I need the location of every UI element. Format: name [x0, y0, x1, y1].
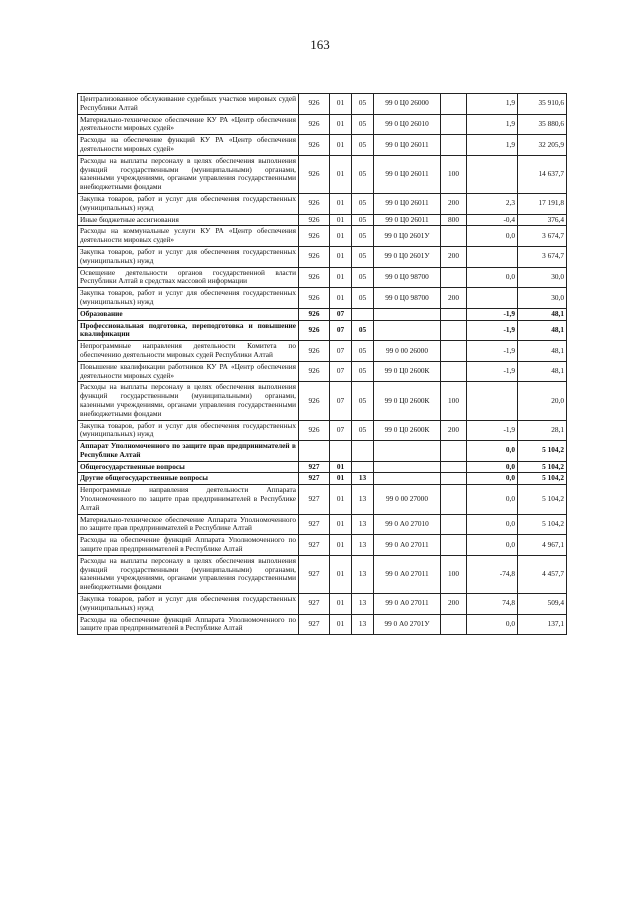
section-code-cell: 01	[330, 94, 352, 115]
change-amount-cell	[467, 155, 518, 193]
row-name-cell: Профессиональная подготовка, переподготовка и повышение квалификации	[78, 320, 299, 341]
admin-code-cell: 926	[299, 135, 330, 156]
admin-code-cell: 926	[299, 308, 330, 320]
target-item-code-cell: 99 0 А0 27011	[374, 594, 441, 615]
table-row	[78, 461, 567, 473]
row-name-cell: Закупка товаров, работ и услуг для обеспечения государственных (муниципальных) нужд	[78, 420, 299, 441]
expense-type-code-cell: 100	[441, 155, 467, 193]
change-amount-cell: 74,8	[467, 594, 518, 615]
section-code-cell: 01	[330, 214, 352, 226]
section-code-cell: 01	[330, 193, 352, 214]
row-name-cell: Расходы на обеспечение функций Аппарата Уполномоченного по защите прав предпринимателей в Республике Алтай	[78, 614, 299, 635]
target-item-code-cell	[374, 320, 441, 341]
total-amount-cell: 17 191,8	[518, 193, 567, 214]
total-amount-cell: 35 880,6	[518, 114, 567, 135]
total-amount-cell: 5 104,2	[518, 461, 567, 473]
change-amount-cell: 0,0	[467, 226, 518, 247]
total-amount-cell: 35 910,6	[518, 94, 567, 115]
table-row	[78, 135, 567, 156]
target-item-code-cell	[374, 473, 441, 485]
total-amount-cell: 3 674,7	[518, 246, 567, 267]
expense-type-code-cell: 200	[441, 594, 467, 615]
table-row	[78, 288, 567, 309]
table-row	[78, 94, 567, 115]
subsection-code-cell: 13	[352, 514, 374, 535]
subsection-code-cell: 05	[352, 420, 374, 441]
subsection-code-cell: 13	[352, 485, 374, 514]
target-item-code-cell: 99 0 Ц0 98700	[374, 267, 441, 288]
section-code-cell: 01	[330, 135, 352, 156]
table-row	[78, 361, 567, 382]
row-name-cell: Закупка товаров, работ и услуг для обеспечения государственных (муниципальных) нужд	[78, 594, 299, 615]
subsection-code-cell: 05	[352, 382, 374, 420]
total-amount-cell: 14 637,7	[518, 155, 567, 193]
change-amount-cell: 2,3	[467, 193, 518, 214]
table-row	[78, 441, 567, 462]
budget-table	[77, 93, 567, 635]
row-name-cell: Расходы на обеспечение функций КУ РА «Центр обеспечения деятельности мировых судей»	[78, 135, 299, 156]
total-amount-cell: 5 104,2	[518, 485, 567, 514]
table-row	[78, 420, 567, 441]
expense-type-code-cell: 200	[441, 246, 467, 267]
subsection-code-cell: 05	[352, 341, 374, 362]
subsection-code-cell: 05	[352, 267, 374, 288]
section-code-cell: 01	[330, 535, 352, 556]
section-code-cell: 01	[330, 485, 352, 514]
target-item-code-cell: 99 0 Ц0 98700	[374, 288, 441, 309]
admin-code-cell: 926	[299, 320, 330, 341]
row-name-cell: Закупка товаров, работ и услуг для обеспечения государственных (муниципальных) нужд	[78, 288, 299, 309]
section-code-cell: 01	[330, 246, 352, 267]
expense-type-code-cell: 200	[441, 420, 467, 441]
subsection-code-cell	[352, 461, 374, 473]
section-code-cell: 01	[330, 594, 352, 615]
change-amount-cell: 0,0	[467, 441, 518, 462]
section-code-cell: 07	[330, 382, 352, 420]
change-amount-cell: 0,0	[467, 461, 518, 473]
subsection-code-cell: 05	[352, 135, 374, 156]
row-name-cell: Закупка товаров, работ и услуг для обеспечения государственных (муниципальных) нужд	[78, 246, 299, 267]
subsection-code-cell: 05	[352, 226, 374, 247]
change-amount-cell: -1,9	[467, 308, 518, 320]
section-code-cell	[330, 441, 352, 462]
change-amount-cell: 0,0	[467, 514, 518, 535]
row-name-cell: Образование	[78, 308, 299, 320]
change-amount-cell: -1,9	[467, 361, 518, 382]
admin-code-cell: 926	[299, 114, 330, 135]
row-name-cell: Повышение квалификации работников КУ РА «Центр обеспечения деятельности мировых судей»	[78, 361, 299, 382]
target-item-code-cell: 99 0 Ц0 2600К	[374, 382, 441, 420]
change-amount-cell: 1,9	[467, 135, 518, 156]
section-code-cell: 01	[330, 555, 352, 593]
target-item-code-cell: 99 0 Ц0 26010	[374, 114, 441, 135]
section-code-cell: 01	[330, 226, 352, 247]
row-name-cell: Общегосударственные вопросы	[78, 461, 299, 473]
change-amount-cell: 0,0	[467, 614, 518, 635]
admin-code-cell	[299, 441, 330, 462]
table-row	[78, 594, 567, 615]
total-amount-cell: 48,1	[518, 320, 567, 341]
expense-type-code-cell	[441, 94, 467, 115]
table-row	[78, 267, 567, 288]
target-item-code-cell: 99 0 Ц0 26011	[374, 135, 441, 156]
row-name-cell: Расходы на выплаты персоналу в целях обеспечения выполнения функций государственными (муниципальными) органами, казенными учреждениями, органами управления государственными внебюджетными фондами	[78, 555, 299, 593]
subsection-code-cell: 05	[352, 246, 374, 267]
total-amount-cell: 30,0	[518, 267, 567, 288]
change-amount-cell: -1,9	[467, 341, 518, 362]
total-amount-cell: 48,1	[518, 341, 567, 362]
total-amount-cell: 20,0	[518, 382, 567, 420]
expense-type-code-cell	[441, 441, 467, 462]
table-row	[78, 246, 567, 267]
admin-code-cell: 927	[299, 514, 330, 535]
row-name-cell: Расходы на обеспечение функций Аппарата Уполномоченного по защите прав предпринимателей в Республике Алтай	[78, 535, 299, 556]
subsection-code-cell: 13	[352, 535, 374, 556]
table-row	[78, 341, 567, 362]
admin-code-cell: 927	[299, 535, 330, 556]
admin-code-cell: 926	[299, 361, 330, 382]
subsection-code-cell	[352, 308, 374, 320]
admin-code-cell: 926	[299, 246, 330, 267]
table-row	[78, 226, 567, 247]
row-name-cell: Материально-техническое обеспечение КУ РА «Центр обеспечения деятельности мировых судей»	[78, 114, 299, 135]
expense-type-code-cell: 800	[441, 214, 467, 226]
total-amount-cell: 3 674,7	[518, 226, 567, 247]
total-amount-cell: 48,1	[518, 361, 567, 382]
change-amount-cell: 0,0	[467, 535, 518, 556]
expense-type-code-cell	[441, 485, 467, 514]
admin-code-cell: 926	[299, 193, 330, 214]
table-body	[78, 94, 567, 635]
expense-type-code-cell	[441, 308, 467, 320]
change-amount-cell: -1,9	[467, 320, 518, 341]
subsection-code-cell: 13	[352, 555, 374, 593]
admin-code-cell: 926	[299, 226, 330, 247]
change-amount-cell: 1,9	[467, 114, 518, 135]
change-amount-cell: -1,9	[467, 420, 518, 441]
target-item-code-cell: 99 0 А0 2701У	[374, 614, 441, 635]
expense-type-code-cell	[441, 320, 467, 341]
table-row	[78, 308, 567, 320]
expense-type-code-cell	[441, 514, 467, 535]
subsection-code-cell: 05	[352, 361, 374, 382]
expense-type-code-cell	[441, 226, 467, 247]
admin-code-cell: 926	[299, 420, 330, 441]
total-amount-cell: 4 967,1	[518, 535, 567, 556]
row-name-cell: Расходы на выплаты персоналу в целях обеспечения выполнения функций государственными (муниципальными) органами, казенными учреждениями, органами управления государственными внебюджетными фондами	[78, 382, 299, 420]
total-amount-cell: 509,4	[518, 594, 567, 615]
section-code-cell: 01	[330, 473, 352, 485]
admin-code-cell: 926	[299, 94, 330, 115]
total-amount-cell: 32 205,9	[518, 135, 567, 156]
change-amount-cell: 1,9	[467, 94, 518, 115]
row-name-cell: Централизованное обслуживание судебных участков мировых судей Республики Алтай	[78, 94, 299, 115]
row-name-cell: Аппарат Уполномоченного по защите прав предпринимателей в Республике Алтай	[78, 441, 299, 462]
admin-code-cell: 926	[299, 267, 330, 288]
change-amount-cell: 0,0	[467, 473, 518, 485]
table-row	[78, 555, 567, 593]
admin-code-cell: 926	[299, 341, 330, 362]
subsection-code-cell: 05	[352, 320, 374, 341]
section-code-cell: 01	[330, 155, 352, 193]
section-code-cell: 01	[330, 267, 352, 288]
admin-code-cell: 926	[299, 214, 330, 226]
total-amount-cell: 28,1	[518, 420, 567, 441]
row-name-cell: Непрограммные направления деятельности Аппарата Уполномоченного по защите прав предпринимателей в Республике Алтай	[78, 485, 299, 514]
subsection-code-cell: 13	[352, 473, 374, 485]
admin-code-cell: 927	[299, 614, 330, 635]
expense-type-code-cell: 200	[441, 193, 467, 214]
total-amount-cell: 4 457,7	[518, 555, 567, 593]
row-name-cell: Материально-техническое обеспечение Аппарата Уполномоченного по защите прав предпринимателей в Республике Алтай	[78, 514, 299, 535]
target-item-code-cell: 99 0 Ц0 26011	[374, 155, 441, 193]
admin-code-cell: 927	[299, 473, 330, 485]
admin-code-cell: 926	[299, 155, 330, 193]
total-amount-cell: 5 104,2	[518, 514, 567, 535]
table-row	[78, 473, 567, 485]
expense-type-code-cell	[441, 461, 467, 473]
admin-code-cell: 927	[299, 461, 330, 473]
table-row	[78, 320, 567, 341]
row-name-cell: Другие общегосударственные вопросы	[78, 473, 299, 485]
section-code-cell: 07	[330, 420, 352, 441]
section-code-cell: 07	[330, 308, 352, 320]
section-code-cell: 01	[330, 514, 352, 535]
expense-type-code-cell: 100	[441, 555, 467, 593]
target-item-code-cell: 99 0 А0 27011	[374, 535, 441, 556]
expense-type-code-cell	[441, 341, 467, 362]
table-row	[78, 382, 567, 420]
expense-type-code-cell: 200	[441, 288, 467, 309]
admin-code-cell: 927	[299, 485, 330, 514]
total-amount-cell: 5 104,2	[518, 441, 567, 462]
total-amount-cell: 48,1	[518, 308, 567, 320]
admin-code-cell: 926	[299, 288, 330, 309]
subsection-code-cell: 05	[352, 114, 374, 135]
total-amount-cell: 30,0	[518, 288, 567, 309]
target-item-code-cell: 99 0 А0 27010	[374, 514, 441, 535]
target-item-code-cell: 99 0 Ц0 2600К	[374, 420, 441, 441]
target-item-code-cell: 99 0 А0 27011	[374, 555, 441, 593]
table-row	[78, 614, 567, 635]
change-amount-cell: 0,0	[467, 485, 518, 514]
section-code-cell: 07	[330, 361, 352, 382]
expense-type-code-cell	[441, 361, 467, 382]
subsection-code-cell: 13	[352, 594, 374, 615]
target-item-code-cell	[374, 461, 441, 473]
table-row	[78, 514, 567, 535]
table-row	[78, 535, 567, 556]
expense-type-code-cell: 100	[441, 382, 467, 420]
expense-type-code-cell	[441, 614, 467, 635]
row-name-cell: Закупка товаров, работ и услуг для обеспечения государственных (муниципальных) нужд	[78, 193, 299, 214]
table-row	[78, 485, 567, 514]
section-code-cell: 01	[330, 614, 352, 635]
table-row	[78, 114, 567, 135]
page-number: 163	[310, 37, 330, 52]
row-name-cell: Расходы на выплаты персоналу в целях обеспечения выполнения функций государственными (муниципальными) органами, казенными учреждениями, органами управления государственными внебюджетными фондами	[78, 155, 299, 193]
subsection-code-cell	[352, 441, 374, 462]
table-row	[78, 193, 567, 214]
change-amount-cell: -74,8	[467, 555, 518, 593]
target-item-code-cell: 99 0 Ц0 26011	[374, 214, 441, 226]
admin-code-cell: 927	[299, 555, 330, 593]
change-amount-cell	[467, 382, 518, 420]
target-item-code-cell	[374, 441, 441, 462]
subsection-code-cell: 05	[352, 193, 374, 214]
expense-type-code-cell	[441, 135, 467, 156]
change-amount-cell	[467, 246, 518, 267]
row-name-cell: Освещение деятельности органов государственной власти Республики Алтай в средствах массовой информации	[78, 267, 299, 288]
section-code-cell: 01	[330, 114, 352, 135]
section-code-cell: 01	[330, 288, 352, 309]
row-name-cell: Непрограммные направления деятельности Комитета по обеспечению деятельности мировых судей Республики Алтай	[78, 341, 299, 362]
expense-type-code-cell	[441, 535, 467, 556]
target-item-code-cell: 99 0 00 26000	[374, 341, 441, 362]
change-amount-cell: -0,4	[467, 214, 518, 226]
row-name-cell: Иные бюджетные ассигнования	[78, 214, 299, 226]
target-item-code-cell: 99 0 00 27000	[374, 485, 441, 514]
target-item-code-cell: 99 0 Ц0 2601У	[374, 246, 441, 267]
total-amount-cell: 376,4	[518, 214, 567, 226]
section-code-cell: 07	[330, 320, 352, 341]
table-row	[78, 214, 567, 226]
expense-type-code-cell	[441, 473, 467, 485]
target-item-code-cell: 99 0 Ц0 2601У	[374, 226, 441, 247]
subsection-code-cell: 05	[352, 288, 374, 309]
target-item-code-cell: 99 0 Ц0 2600К	[374, 361, 441, 382]
subsection-code-cell: 13	[352, 614, 374, 635]
subsection-code-cell: 05	[352, 214, 374, 226]
section-code-cell: 01	[330, 461, 352, 473]
section-code-cell: 07	[330, 341, 352, 362]
change-amount-cell	[467, 288, 518, 309]
expense-type-code-cell	[441, 267, 467, 288]
target-item-code-cell: 99 0 Ц0 26011	[374, 193, 441, 214]
change-amount-cell: 0,0	[467, 267, 518, 288]
total-amount-cell: 137,1	[518, 614, 567, 635]
subsection-code-cell: 05	[352, 155, 374, 193]
admin-code-cell: 927	[299, 594, 330, 615]
row-name-cell: Расходы на коммунальные услуги КУ РА «Центр обеспечения деятельности мировых судей»	[78, 226, 299, 247]
target-item-code-cell	[374, 308, 441, 320]
target-item-code-cell: 99 0 Ц0 26000	[374, 94, 441, 115]
total-amount-cell: 5 104,2	[518, 473, 567, 485]
subsection-code-cell: 05	[352, 94, 374, 115]
expense-type-code-cell	[441, 114, 467, 135]
admin-code-cell: 926	[299, 382, 330, 420]
table-row	[78, 155, 567, 193]
